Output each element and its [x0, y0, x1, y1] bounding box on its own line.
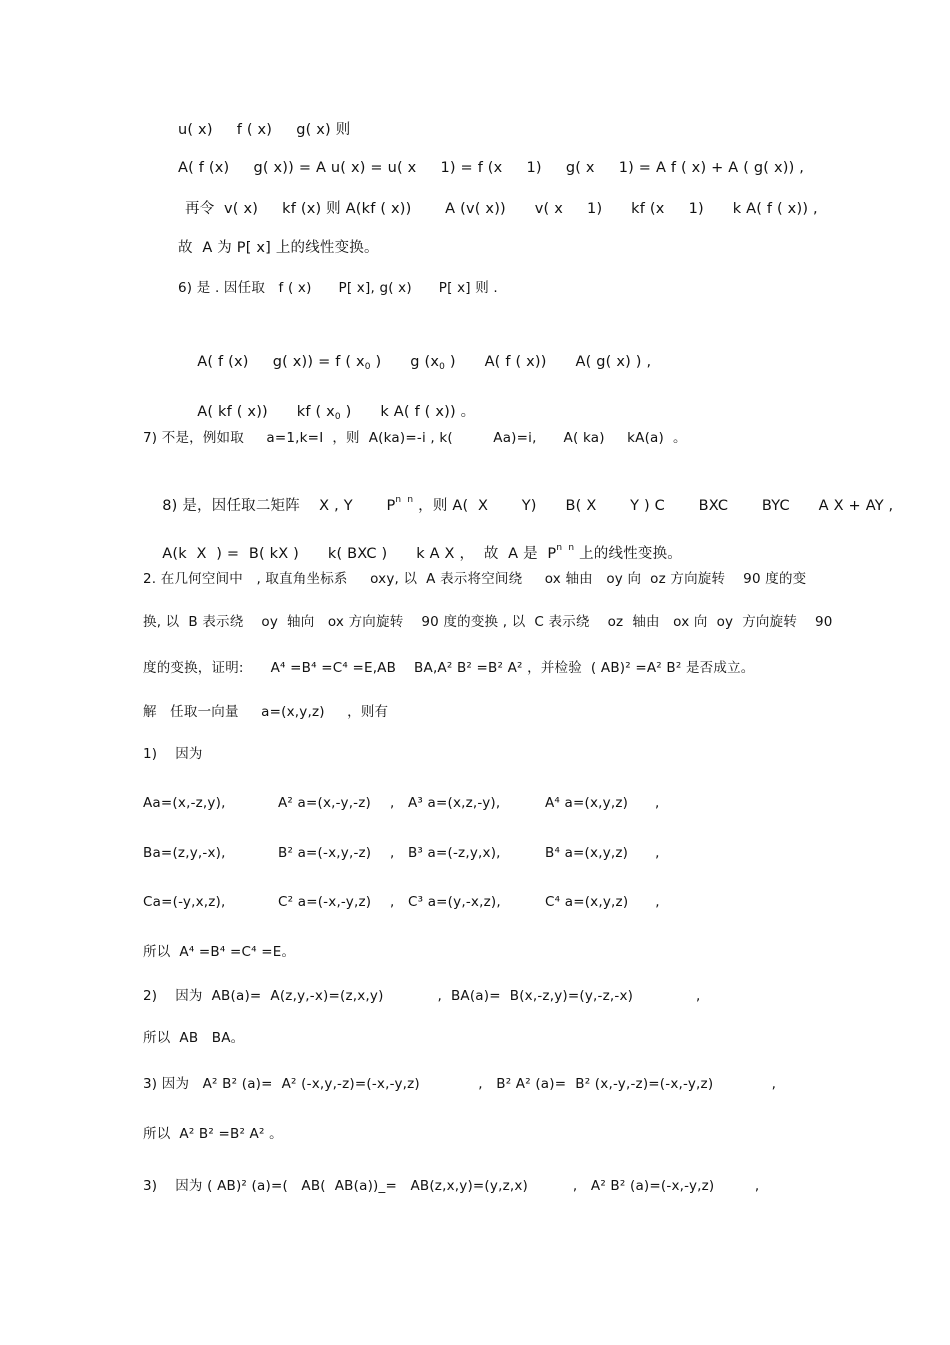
text-line: 所以 A⁴ =B⁴ =C⁴ =E。 — [143, 944, 296, 960]
formula-cell: , B³ a=(-z,y,x), — [390, 845, 501, 861]
formula-cell: B⁴ a=(x,y,z) , — [545, 845, 660, 861]
formula-cell: Ba=(z,y,-x), — [143, 845, 226, 861]
text-line: 故 A 为 P[ x] 上的线性变换。 — [178, 240, 379, 256]
formula-cell: Aa=(x,-z,y), — [143, 795, 226, 811]
text-line: 再令 v( x) kf (x) 则 A(kf ( x)) A (v( x)) v( x 1) kf (x 1) k A( f ( x)) , — [185, 201, 818, 217]
text-line: 2) 因为 AB(a)= A(z,y,-x)=(z,x,y) , BA(a)= B(x,-z,y)=(y,-z,-x) , — [143, 988, 701, 1004]
superscript: n n — [395, 495, 414, 505]
subscript: 0 — [364, 362, 371, 372]
formula-part: A(k X ) = B( kX ) k( BXC ) k A X ， 故 A 是 P — [162, 546, 557, 562]
text-line: 3) 因为 A² B² (a)= A² (-x,y,-z)=(-x,-y,z) , B² A² (a)= B² (x,-y,-z)=(-x,-y,z) , — [143, 1076, 777, 1092]
formula-part: ) A( f ( x)) A( g( x) ) , — [445, 354, 652, 370]
text-line: 所以 AB BA。 — [143, 1030, 245, 1046]
text-line: 所以 A² B² =B² A² 。 — [143, 1126, 283, 1142]
text-line: A( f (x) g( x)) = A u( x) = u( x 1) = f (x 1) g( x 1) = A f ( x) + A ( g( x)) , — [178, 160, 805, 176]
text-line: 度的变换，证明: A⁴ =B⁴ =C⁴ =E,AB BA,A² B² =B² A² ，并检验 ( AB)² =A² B² 是否成立。 — [143, 660, 755, 676]
formula-part: A( kf ( x)) kf ( x — [197, 404, 335, 420]
formula-part: 上的线性变换。 — [574, 546, 682, 562]
text-line: 7) 不是，例如取 a=1,k=I ，则 A(ka)=-i , k( Aa)=i, A( ka) kA(a) 。 — [143, 430, 687, 446]
formula-part: A( f (x) g( x)) = f ( x — [197, 354, 365, 370]
text-line: 解 任取一向量 a=(x,y,z) ，则有 — [143, 704, 389, 720]
text-line: 3) 因为 ( AB)² (a)=( AB( AB(a))_= AB(z,x,y)=(y,z,x) , A² B² (a)=(-x,-y,z) , — [143, 1178, 760, 1194]
formula-cell: , A³ a=(x,z,-y), — [390, 795, 501, 811]
formula-part: ) k A( f ( x)) 。 — [340, 404, 476, 420]
text-line: 1) 因为 — [143, 746, 203, 762]
formula-cell: B² a=(-x,y,-z) — [278, 845, 372, 861]
text-line: 2. 在几何空间中 , 取直角坐标系 oxy, 以 A 表示将空间绕 ox 轴由 oy 向 oz 方向旋转 90 度的变 — [143, 571, 807, 587]
formula-cell: C² a=(-x,-y,z) — [278, 894, 372, 910]
formula-cell: Ca=(-y,x,z), — [143, 894, 226, 910]
text-line: 6) 是 . 因任取 f ( x) P[ x], g( x) P[ x] 则 . — [178, 280, 498, 296]
superscript: n n — [556, 543, 575, 553]
formula-cell: , C³ a=(y,-x,z), — [390, 894, 501, 910]
formula-cell: A⁴ a=(x,y,z) , — [545, 795, 660, 811]
formula-part: ，则 A( X Y) B( X Y ) C BXC BYC A X + AY , — [413, 498, 894, 514]
subscript: 0 — [334, 412, 341, 422]
text-line: u( x) f ( x) g( x) 则 — [178, 122, 351, 138]
formula-cell: C⁴ a=(x,y,z) , — [545, 894, 660, 910]
formula-part: ) g (x — [370, 354, 440, 370]
text-line: 换, 以 B 表示绕 oy 轴向 ox 方向旋转 90 度的变换 , 以 C 表示绕 oz 轴由 ox 向 oy 方向旋转 90 — [143, 614, 833, 630]
subscript: 0 — [439, 362, 446, 372]
formula-cell: A² a=(x,-y,-z) — [278, 795, 372, 811]
formula-part: 8) 是，因任取二矩阵 X , Y P — [162, 498, 396, 514]
